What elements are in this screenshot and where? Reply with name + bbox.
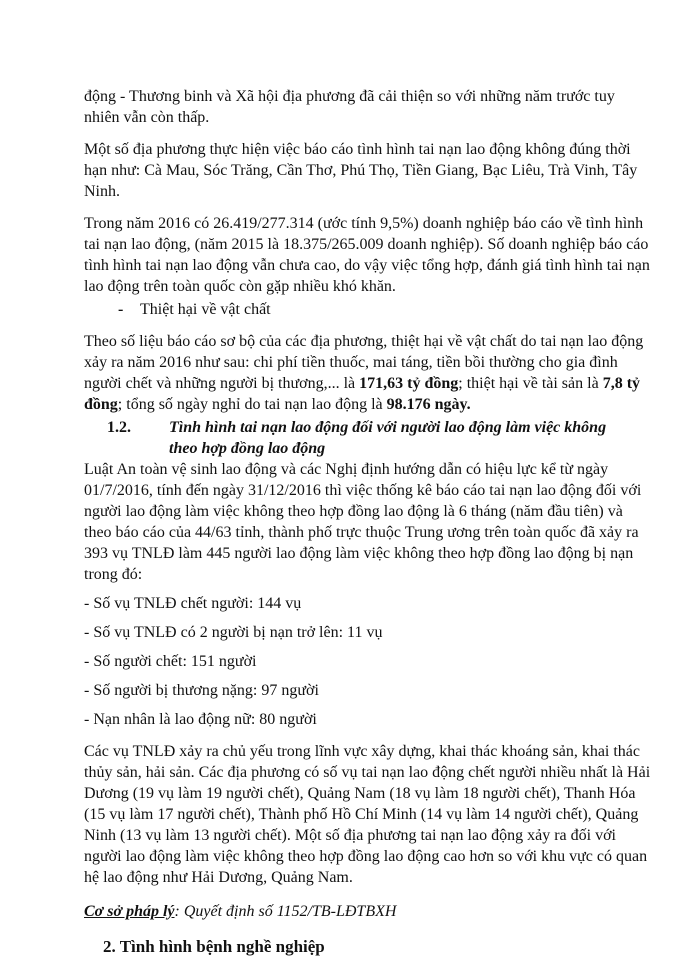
- paragraph-late-reports: Một số địa phương thực hiện việc báo cáo tình hình tai nạn lao động không đúng thời hạn như: Cà Mau, Sóc Trăng, Cần Thơ, Phú Thọ, Tiền Giang, Bạc Liêu, Trà Vinh, Tây Ninh.: [84, 141, 638, 200]
- paragraph-sectors: Các vụ TNLĐ xảy ra chủ yếu trong lĩnh vực xây dựng, khai thác khoáng sản, khai thác thủy sản, hải sản. Các địa phương có số vụ tai nạn lao động chết người nhiều nhất là Hải Dương (19 vụ làm 19 người chết), Quảng Nam (18 vụ làm 18 người chết), Thanh Hóa (15 vụ làm 17 người chết), Thành phố Hồ Chí Minh (14 vụ làm 14 người chết), Quảng Ninh (13 vụ làm 13 người chết). Một số địa phương tai nạn lao động xảy ra đối với người lao động làm việc không theo hợp đồng lao động cao hơn so với khu vực có quan hệ lao động như Hải Dương, Quảng Nam.: [84, 743, 651, 886]
- bullet-material-damage: [84, 299, 654, 320]
- legal-basis-label: Cơ sở pháp lý: [84, 903, 175, 920]
- paragraph-enterprise-reports: Trong năm 2016 có 26.419/277.314 (ước tính 9,5%) doanh nghiệp báo cáo về tình hình tai nạn lao động, (năm 2015 là 18.375/265.009 doanh nghiệp). Số doanh nghiệp báo cáo tình hình tai nạn lao động vẫn chưa cao, do vậy việc tổng hợp, đánh giá tình hình tai nạn lao động trên toàn quốc còn gặp nhiều khó khăn.: [84, 215, 650, 295]
- legal-basis: [84, 901, 654, 922]
- paragraph-intro: động - Thương binh và Xã hội địa phương đã cải thiện so với những năm trước tuy nhiên vẫn còn thấp.: [84, 88, 615, 126]
- damage-text-a: Theo số liệu báo cáo sơ bộ của các địa phương, thiệt hại về vật chất do tai nạn lao động xảy ra năm 2016 như sau: chi phí tiền thuốc, mai táng, tiền bồi thường cho gia đình người chết và những người bị thương,... là: [84, 333, 644, 392]
- damage-days-value: 98.176 ngày.: [386, 396, 471, 413]
- bullet-mark: -: [118, 301, 124, 318]
- section-title-line1: Tình hình tai nạn lao động đối với người lao động làm việc không: [169, 419, 607, 436]
- bullet-text: Thiệt hại về vật chất: [140, 301, 271, 318]
- section-number: 1.2.: [107, 419, 131, 436]
- list-item: - Số người bị thương nặng: 97 người: [84, 682, 319, 699]
- damage-text-c: ; thiệt hại về tài sản là: [458, 375, 603, 392]
- list-item: - Số vụ TNLĐ có 2 người bị nạn trở lên: 11 vụ: [84, 624, 383, 641]
- list-item: - Nạn nhân là lao động nữ: 80 người: [84, 711, 317, 728]
- legal-basis-text: Quyết định số 1152/TB-LĐTBXH: [183, 903, 397, 920]
- damage-asset-value: 7,8 tỷ đồng: [84, 375, 641, 413]
- paragraph-material-damage: [84, 331, 654, 415]
- list-item: - Số vụ TNLĐ chết người: 144 vụ: [84, 595, 302, 612]
- list-item: - Số người chết: 151 người: [84, 653, 257, 670]
- section-heading-2: 2. Tình hình bệnh nghề nghiệp: [103, 937, 325, 956]
- section-heading-1-2: [84, 417, 654, 438]
- damage-text-e: ; tổng số ngày nghỉ do tai nạn lao động là: [117, 396, 387, 413]
- section-title-line2: theo hợp đồng lao động: [169, 440, 326, 457]
- section-heading-1-2-cont: [84, 438, 654, 459]
- damage-cost-value: 171,63 tỷ đồng: [359, 375, 459, 392]
- paragraph-law: Luật An toàn vệ sinh lao động và các Nghị định hướng dẫn có hiệu lực kể từ ngày 01/7/2016, tính đến ngày 31/12/2016 thì việc thống kê báo cáo tai nạn lao động đối với người lao động làm việc không theo hợp đồng lao động là 6 tháng (năm đầu tiên) và theo báo cáo của 44/63 tỉnh, thành phố trực thuộc Trung ương trên toàn quốc đã xảy ra 393 vụ TNLĐ làm 445 người lao động làm việc không theo hợp đồng lao động bị nạn trong đó:: [84, 461, 642, 583]
- legal-basis-sep: :: [174, 903, 184, 920]
